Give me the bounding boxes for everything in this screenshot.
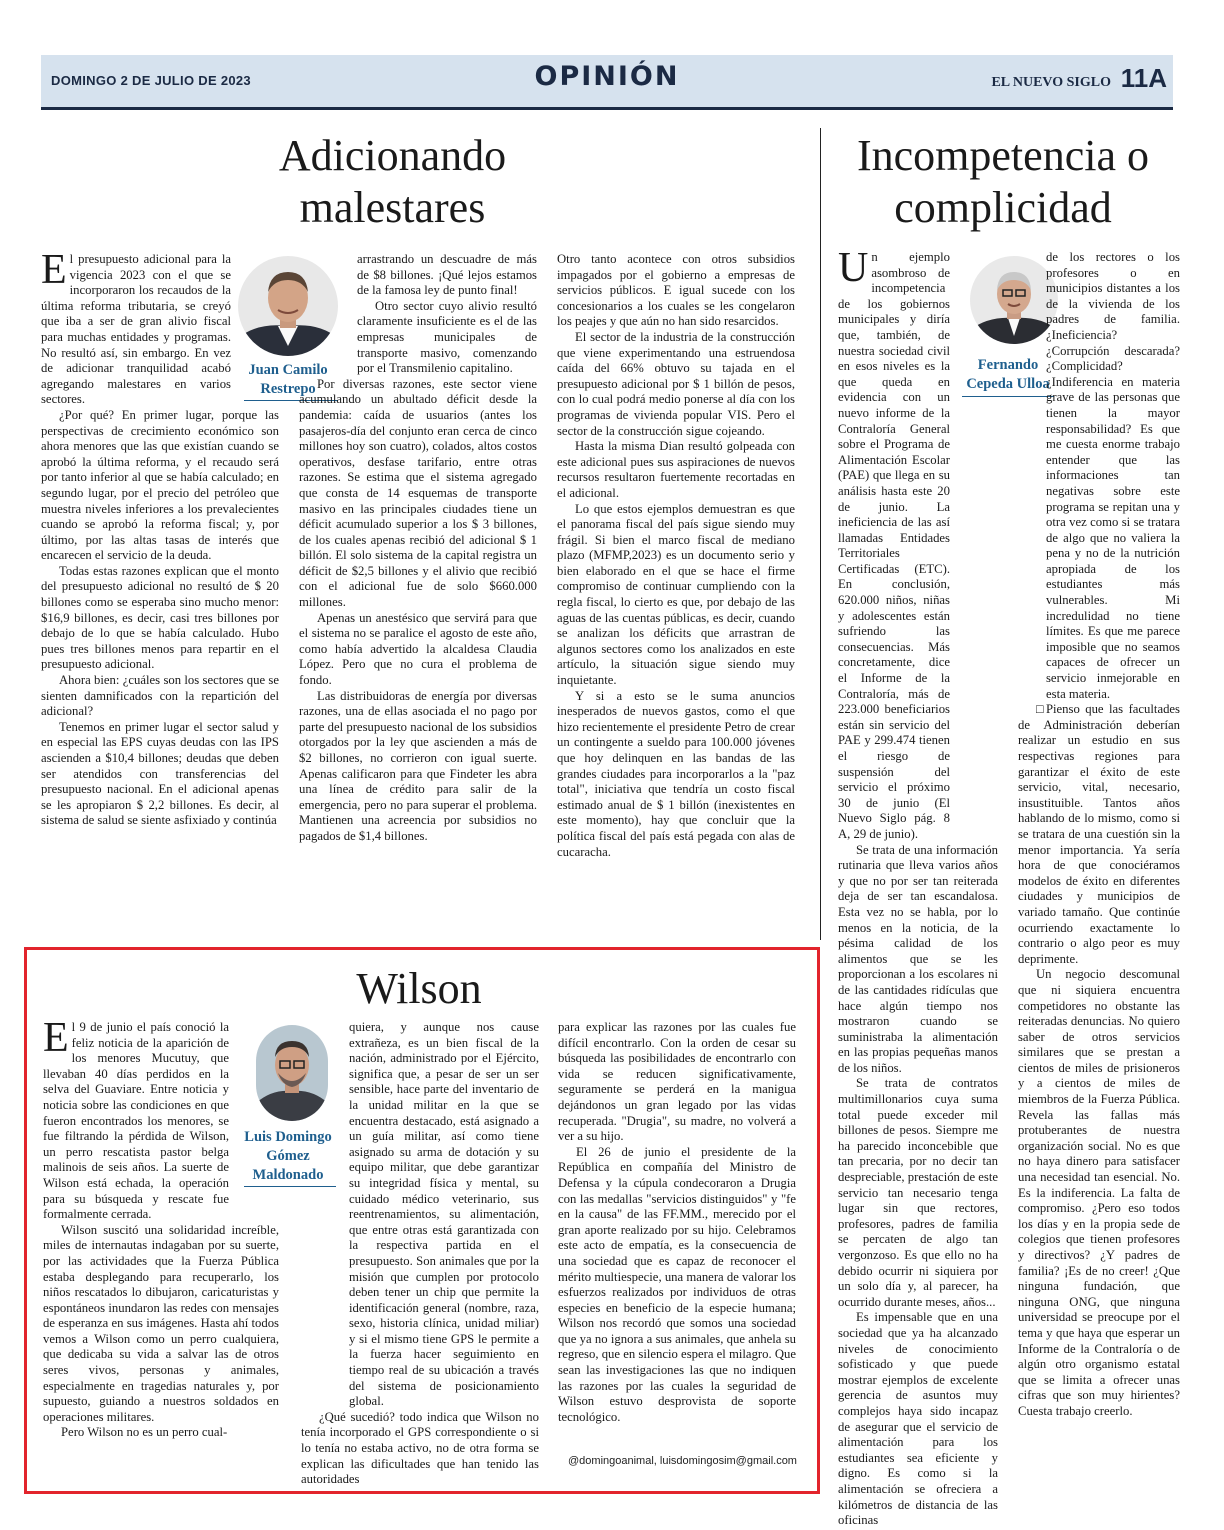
- article1-author-name: Juan Camilo Restrepo: [248, 362, 328, 397]
- article1-paragraph: l presupuesto adicional para la vigencia 2023 con el que se incorporaron los recaudos de la última reforma tributaria, se creyó que iba a ser de gran alivio fiscal para muchas entidades y programas. No resultó así, sin embargo. En vez de adicionar tranquilidad acabó agregando malestares en varios sectores.: [41, 252, 231, 407]
- article2-paragraph: Se trata de una información rutinaria que lleva varios años y que no por ser tan reiterada deja de ser tan escandalosa. Esta vez no se habla, por lo menos en la noticia, de la pésima calidad de los alimentos que se les proporcionan a los escolares ni de las cantidades ridículas que hace algún tiempo nos mostraron cuando se suministraba la alimentación en las propias pequeñas manos de los niños.: [838, 842, 998, 1075]
- article3-paragraph: para explicar las razones por las cuales fue difícil encontrarlo. Con la orden de cesar su búsqueda las posibilidades de encontrarlo con vida se reducen significativamente, seguramente se perderá en la manigua dejándonos un gran legado por las vidas recuperada. "Drugia", su madre, no volverá a ver a su hijo.: [558, 1020, 796, 1144]
- article1-paragraph: arrastrando un descuadre de más de $8 billones. ¡Qué lejos estamos de la famosa ley de punto final!: [357, 252, 537, 298]
- article1-paragraph: Tenemos en primer lugar el sector salud y en especial las EPS cuyas deudas con las IPS ascienden a $10,4 billones; deudas que deben ser atendidos con transferencias del presupuesto nacional. En el adicional apenas se les apropiaron $ 2,2 billones. Es decir, al sistema de salud se siente asfixiado y continúa: [41, 719, 279, 828]
- article2-paragraph: Se trata de contratos multimillonarios cuya suma total puede exceder mil billones de pesos. Siempre me ha parecido inconcebible que tan precaria, por no decir tan despreciable, prestación de este servicio tan necesario tenga lugar sin que rectores, profesores, padres de familia se percaten de algo tan vergonzoso. Es que ello no ha debido ocurrir ni siquiera por un solo día y, al parecer, ha ocurrido durante meses, años...: [838, 1076, 998, 1309]
- article1-column2: [299, 252, 537, 917]
- article1-paragraph: Por diversas razones, este sector viene acumulando un abultado déficit desde la pandemia: caída de usuarios (antes los pasajeros-día del conjunto eran cerca de cinco millones hoy son cuatro), colados, altos costos operativos, desfase tarifario, entre otras razones. Se estima que el sistema agregado que consta de 14 esquemas de transporte masivo en las principales ciudades tiene un déficit acumulado superior a los $ 3 billones, de los cuales apenas recibió del adicional $ 1 billón. El solo sistema de la capital registra un déficit de $2,5 billones y el alivio que recibió con el adicional fue de solo $660.000 millones.: [299, 376, 537, 610]
- article3-column2: [301, 1020, 539, 1487]
- article1-column3: [557, 252, 795, 917]
- article3-column1: [43, 1015, 279, 1475]
- article1-paragraph: Ahora bien: ¿cuáles son los sectores que se sienten damnificados con la repartición del adicional?: [41, 673, 279, 719]
- article2-column2: [1018, 250, 1180, 1465]
- article3-author-email[interactable]: @domingoanimal, luisdomingosim@gmail.com: [568, 1455, 797, 1467]
- article2-paragraph: Un negocio descomunal que ni siquiera encuentra competidores no obstante las reiteradas denuncias. No quiero saber de otros servicios similares que se prestan a cientos de miles de prisioneros y a cientos de miles de miembros de la Fuerza Pública. Revela las fallas más protuberantes de nuestra organización social. No es que no haya dinero para satisfacer una necesidad tan esencial. No. Es la indiferencia. La falta de compromiso. ¿Pero eso todos los días y en la propia sede de colegios que tienen profesores y directivos? ¿Y padres de familia? ¡Es de no creer! ¿Que ninguna fundación, que ninguna ONG, que ninguna universidad se preocupe por el tema y que haya que esperar un Informe de la Contraloría o de algún otro organismo estatal que se limita a ofrecer unas cifras que son muy hirientes? Cuesta trabajo creerlo.: [1018, 967, 1180, 1418]
- article1-paragraph: ¿Por qué? En primer lugar, porque las perspectivas de crecimiento económico son ahora menores que las que existían cuando se aprobó la última reforma, y el recaudo será por tanto inferior al que se había calculado; en segundo lugar, por el precio del petróleo que muestra niveles inferiores a los prevalecientes cuando se aprobó la reforma fiscal; y, por último, por las altas tasas de interés que encarecen el servicio de la deuda.: [41, 407, 279, 563]
- article1-paragraph: Hasta la misma Dian resultó golpeada con este adicional pues sus aspiraciones de nuevos recursos resultaron fuertemente recortadas en el adicional.: [557, 439, 795, 500]
- article1-paragraph: El sector de la industria de la construcción que viene experimentando una estruendosa caída del 66% obtuvo su tajada en el presupuesto adicional por $ 1 billón de pesos, con lo cual podrá medio ponerse al día con los programas de vivienda popular VIS. Pero el sector de la construcción sigue cojeando.: [557, 329, 795, 438]
- article1-title: Adicionando malestares: [278, 131, 507, 232]
- article3-column3: [558, 1020, 796, 1452]
- article2-column1: [838, 245, 998, 1528]
- article2-author-name: Fernando Cepeda Ulloa: [966, 357, 1050, 392]
- article3-paragraph: Pero Wilson no es un perro cual-: [61, 1425, 228, 1440]
- article1-paragraph: Y si a esto se le suma anuncios inesperados de nuevos gastos, como el que hizo recientemente el presidente Petro de crear un contingente a sueldo para 100.000 jóvenes que hoy delinquen en las bandas de las grandes ciudades para incorporarlos a la "paz total", iniciativa que tendría un costo fiscal estimado anual de $ 1 billón (inexistentes en este momento), hay que concluir que la política fiscal del país está pegada con alas de cucaracha.: [557, 688, 795, 859]
- article3-paragraph: El 26 de junio el presidente de la República en compañía del Ministro de Defensa y la cúpula condecoraron a Drugia con las medallas "servicios distinguidos" y "fe en la causa" de las FF.MM., merecido por el gran aporte realizado por su hijo. Celebramos este acto de empatía, es la consecuencia de una sociedad que es capaz de reconocer el mérito multiespecie, una manera de valorar los esfuerzos realizados por individuos de otras especies en beneficio de la especie humana; Wilson nos recordó que somos una sociedad que ya no ignora a sus animales, que anhela su regreso, que en silencio espera el milagro. Que sean las investigaciones las que no indiquen las razones por las cuales la seguridad de Wilson estuvo desprovista de soporte tecnológico.: [558, 1144, 796, 1424]
- article2-paragraph: n ejemplo asombroso de incompetencia de los gobiernos municipales y diría que, también, de nuestra sociedad civil en esos niveles es la que queda en evidencia con un nuevo informe de la Contraloría General sobre el Programa de Alimentación Escolar (PAE) que llega en su análisis hasta este 20 de junio. La ineficiencia de las así llamadas Entidades Territoriales Certificadas (ETC). En conclusión, 620.000 niños, niñas y adolescentes están sufriendo las consecuencias. Más concretamente, dice el Informe de la Contraloría, más de 223.000 beneficiarios están sin servicio del PAE y 299.474 tienen el riesgo de suspensión del servicio el próximo 30 de junio (El Nuevo Siglo pág. 8 A, 29 de junio).: [838, 250, 950, 841]
- header-newspaper-name: EL NUEVO SIGLO: [991, 75, 1111, 90]
- article3-paragraph: l 9 de junio el país conoció la feliz noticia de la aparición de los menores Mucutuy, que llevaban 40 días perdidos en la selva del Guaviare. Entre noticia y noticia sobre las condiciones en que fueron encontrados los menores, se fue filtrando la pérdida de Wilson, un perro rescatista pastor belga malinois de seis años. La suerte de Wilson está echada, la operación para su búsqueda y rescate fue formalmente cerrada.: [43, 1020, 229, 1222]
- article3-paragraph: Wilson suscitó una solidaridad increíble, miles de internautas indagaban por su suerte, por las actividades que la Fuerza Pública estaba desplegando para recuperarlo, los niños rescatados lo dibujaron, caricaturistas y espontáneos inundaron las redes con mensajes de esperanza en sus imágenes. Hasta ahí todos vemos a Wilson como un perro cualquiera, que dedicaba su vida a salvar las de otros seres vivos, personas y animales, especialmente en tragedias naturales y, por supuesto, guiando a nuestros soldados en operaciones militares.: [43, 1222, 279, 1424]
- article2-dropcap: U: [838, 245, 869, 291]
- article1-paragraph: Otro tanto acontece con otros subsidios impagados por el gobierno a empresas de servicios públicos. E igual sucede con los concesionarios a los cuales se les congelaron los peajes y que aún no han sido resarcidos.: [557, 252, 795, 329]
- article2-title: Incompetencia o complicidad: [857, 131, 1149, 232]
- article1-paragraph: Lo que estos ejemplos demuestran es que el panorama fiscal del país sigue siendo muy frágil. Si bien el marco fiscal de mediano plazo (MFMP,2023) es un documento serio y bien elaborado en el que se hace el firme compromiso de continuar cumpliendo con la regla fiscal, lo cierto es que, por debajo de las aguas de las cuentas públicas, es decir, cuando se analizan los déficits que arrastran de algunos sectores como los analizados en este artículo, la situación sigue siendo muy inquietante.: [557, 501, 795, 688]
- article1-column1-head: [41, 247, 231, 408]
- article3-dropcap: E: [43, 1015, 69, 1061]
- article1-paragraph: Apenas un anestésico que servirá para que el sistema no se paralice el agosto de este año, como había advertido la alcaldesa Claudia López. Pero que no cura el problema de fondo.: [299, 610, 537, 688]
- article2-paragraph: □Pienso que las facultades de Administración deberían realizar un estudio en sus respectivas regiones para garantizar el éxito de este servicio, vital, necesario, insustituible. Tantos años hablando de lo mismo, como si se tratara de una cuestión sin la menor importancia. Ya sería hora de que conociéramos modelos de éxito en diferentes ciudades y municipios de variado tamaño. Que continúe ocurriendo exactamente lo contrario o algo peor es muy deprimente.: [1018, 702, 1180, 966]
- header-rule: [41, 107, 1173, 110]
- article3-author-name: Luis Domingo Gómez Maldonado: [244, 1129, 332, 1183]
- header-page-number: 11A: [1120, 63, 1167, 93]
- header-date: DOMINGO 2 DE JULIO DE 2023: [51, 73, 251, 88]
- article1-paragraph: Todas estas razones explican que el monto del presupuesto adicional no resultó de $ 20 billones como se esperaba sino mucho menor: $16,9 billones, es decir, casi tres billones por debajo de lo que se había calculado. Hubo pues tres billones menos para repartir en el presupuesto adicional.: [41, 563, 279, 672]
- article3-column1-head: [43, 1015, 229, 1223]
- article2-paragraph: de los rectores o los profesores o en municipios distantes a los de la vivienda de los padres de familia. ¿Ineficiencia? ¿Corrupción descarada? ¿Complicidad? ¿Indiferencia en materia grave de las personas que tienen la mayor responsabilidad? Es que me cuesta enorme trabajo entender que las informaciones tan negativas sobre este programa se repitan una y otra vez como si se tratara de algo que no valiera la pena y no de la nutrición apropiada de los estudiantes más vulnerables. Mi incredulidad no tiene límites. Es que me parece imposible que no seamos capaces de ofrecer un servicio inmejorable en esta materia.: [1046, 250, 1180, 701]
- article1-dropcap: E: [41, 247, 67, 293]
- article1-paragraph: Las distribuidoras de energía por diversas razones, una de ellas asociada el no pago por parte del presupuesto nacional de los subsidios otorgados por la ley que ascienden a más de $2 billones, no corrieron con igual suerte. Apenas calificaron para que Findeter les abra una línea de crédito para salir de la emergencia, pero no para superar el problema. Mantienen una acreencia por subsidios no pagados de $1,4 billones.: [299, 688, 537, 843]
- article2-paragraph: Es impensable que en una sociedad que ya ha alcanzado niveles de conocimiento sofisticado y que puede mostrar ejemplos de excelente gerencia de asuntos muy complejos haya sido incapaz de asegurar que el servicio de alimentación para los estudiantes sea eficiente y digno. Es como si la alimentación se ofreciera a kilómetros de distancia de las oficinas: [838, 1310, 998, 1528]
- article1-column1: [41, 247, 279, 917]
- article1-paragraph: Otro sector cuyo alivio resultó claramente insuficiente es el de las empresas municipales de transporte masivo, comenzando por el Transmilenio capitalino.: [357, 298, 537, 376]
- article3-paragraph: quiera, y aunque nos cause extrañeza, es un bien fiscal de la nación, administrado por el Ejército, significa que, a pesar de ser un ser sensible, hace parte del inventario de la unidad militar en la que se encuentra destacado, está asignado a un guía militar, así como tiene asignado su arma de dotación y su equipo militar, que debe garantizar su integridad física y mental, su cuidado médico veterinario, sus reentrenamientos, su alimentación, que entre otras está garantizada con la respectiva partida en el presupuesto. Son animales que por la misión que cumplen por protocolo deben tener un chip que permite la identificación general (nombre, raza, sexo, historia clínica, unidad miliar) y si el mismo tiene GPS le permite a la fuerza hacer seguimiento en tiempo real de su ubicación a través del sistema de posicionamiento global.: [349, 1020, 539, 1409]
- column-divider: [820, 128, 821, 940]
- page-header: [41, 55, 1173, 107]
- header-section-title: OPINIÓN: [534, 61, 680, 92]
- article2-column1-head: [838, 245, 950, 843]
- article3-title: Wilson: [356, 964, 482, 1013]
- article3-paragraph: ¿Qué sucedió? todo indica que Wilson no tenía incorporado el GPS correspondiente o si lo tenía no estaba activo, no de otra forma se explican las dificultades que han tenido las autoridades: [301, 1409, 539, 1487]
